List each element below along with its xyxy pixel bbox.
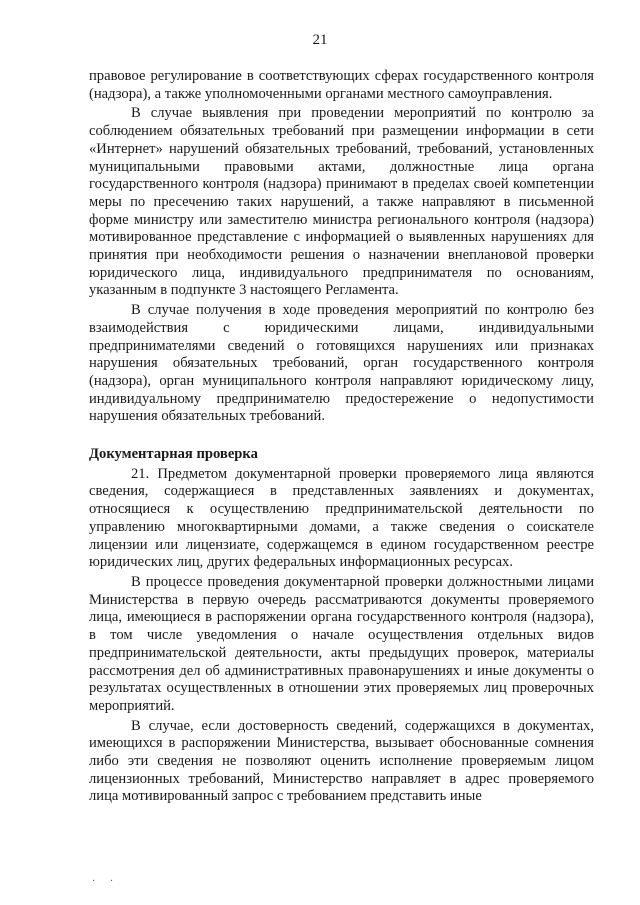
- paragraph-warning: В случае получения в ходе проведения мероприятий по контролю без взаимодействия с юридическими лицами, индивидуальными предпринимателями сведений о готовящихся нарушениях или признаках нарушения обязательных требований, орган государственного контроля (надзора), орган муниципального контроля направляют юридическому лицу, индивидуальному предпринимателю предостережение о недопустимости нарушения обязательных требований.: [89, 302, 594, 425]
- document-body: [89, 68, 594, 806]
- paragraph-internet-violations: В случае выявления при проведении мероприятий по контролю за соблюдением обязательных требований при размещении информации в сети «Интернет» нарушений обязательных требований, требований, установленных муниципальными правовыми актами, должностные лица органа государственного контроля (надзора) принимают в пределах своей компетенции меры по пресечению таких нарушений, а также направляют в письменной форме министру или заместителю министра регионального контроля (надзора) мотивированное представление с информацией о выявленных нарушениях для принятия при необходимости решения о назначении внеплановой проверки юридического лица, индивидуального предпринимателя по основаниям, указанным в подпункте 3 настоящего Регламента.: [89, 105, 594, 299]
- paragraph-request-documents: В случае, если достоверность сведений, содержащихся в документах, имеющихся в распоряжении Министерства, вызывает обоснованные сомнения либо эти сведения не позволяют оценить исполнение проверяемым лицом лицензионных требований, Министерство направляет в адрес проверяемого лица мотивированный запрос с требованием представить иные: [89, 717, 594, 805]
- paragraph-clause-21: 21. Предметом документарной проверки проверяемого лица являются сведения, содержащиеся в представленных заявлениях и документах, относящиеся к осуществлению предпринимательской деятельности по управлению многоквартирными домами, а также сведения о соискателе лицензии или лицензиате, содержащемся в едином государственном реестре юридических лиц, других федеральных информационных ресурсах.: [89, 465, 594, 571]
- page-number: 21: [312, 32, 328, 48]
- paragraph-continued: правовое регулирование в соответствующих сферах государственного контроля (надзора), а также уполномоченными органами местного самоуправления.: [89, 68, 594, 102]
- section-heading: Документарная проверка: [89, 446, 258, 463]
- scan-artifact-marks: · ·: [92, 876, 120, 887]
- paragraph-review-process: В процессе проведения документарной проверки должностными лицами Министерства в первую очередь рассматриваются документы проверяемого лица, имеющиеся в распоряжении органа государственного контроля (надзора), в том числе уведомления о начале осуществления отдельных видов предпринимательской деятельности, акты предыдущих проверок, материалы рассмотрения дел об административных правонарушениях и иные документы о результатах осуществленных в отношении этих проверяемых лиц проверочных мероприятий.: [89, 573, 594, 714]
